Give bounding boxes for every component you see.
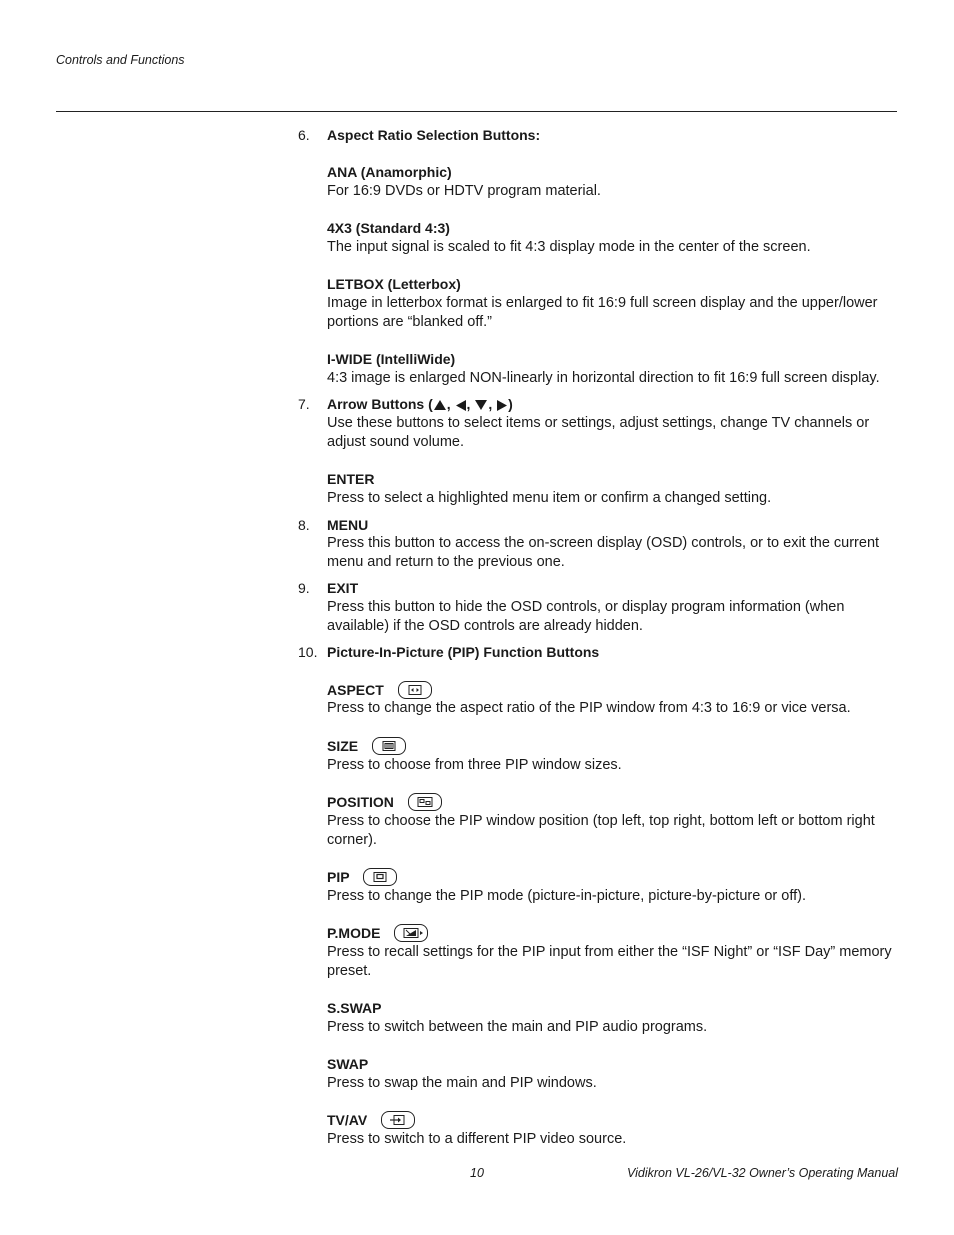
subhead-ana: ANA (Anamorphic)	[327, 164, 452, 180]
desc-exit: Press this button to hide the OSD controls, or display program information (when available) if the OSD controls are already hidden.	[327, 599, 845, 634]
desc-enter: Press to select a highlighted menu item or confirm a changed setting.	[327, 490, 772, 506]
desc-ana: For 16:9 DVDs or HDTV program material.	[327, 183, 601, 199]
size-label: SIZE	[327, 738, 359, 754]
aspect-label: ASPECT	[327, 682, 384, 698]
down-arrow-icon	[474, 399, 488, 411]
pmode-icon	[394, 924, 428, 942]
item-title-aspect-ratio: Aspect Ratio Selection Buttons:	[327, 127, 541, 143]
desc-tvav: Press to switch to a different PIP video source.	[327, 1131, 627, 1147]
running-header: Controls and Functions	[56, 53, 185, 67]
subhead-4x3: 4X3 (Standard 4:3)	[327, 220, 450, 236]
subhead-size	[327, 738, 406, 756]
pmode-label: P.MODE	[327, 925, 381, 941]
subhead-sswap: S.SWAP	[327, 1000, 382, 1016]
arrow-title-prefix: Arrow Buttons (	[327, 396, 433, 412]
desc-pmode: Press to recall settings for the PIP input from either the “ISF Night” or “ISF Day” memory preset.	[327, 944, 892, 979]
subhead-letbox: LETBOX (Letterbox)	[327, 276, 461, 292]
page-number: 10	[470, 1166, 484, 1180]
subhead-pmode	[327, 925, 428, 943]
item-number-10: 10.	[298, 644, 318, 660]
item-number-7: 7.	[298, 396, 310, 412]
tvav-label: TV/AV	[327, 1112, 368, 1128]
subhead-swap: SWAP	[327, 1056, 369, 1072]
item-title-pip-buttons: Picture-In-Picture (PIP) Function Buttons	[327, 644, 600, 660]
subhead-tvav	[327, 1112, 415, 1130]
subhead-pip	[327, 869, 397, 887]
subhead-aspect	[327, 682, 432, 700]
desc-arrow-buttons: Use these buttons to select items or settings, adjust settings, change TV channels or adjust sound volume.	[327, 415, 870, 450]
item-title-arrow-buttons: Arrow Buttons ( , , , )	[327, 396, 513, 412]
desc-position: Press to choose the PIP window position (top left, top right, bottom left or bottom right corner).	[327, 813, 875, 848]
left-arrow-icon	[455, 399, 467, 412]
desc-menu: Press this button to access the on-screen display (OSD) controls, or to exit the current menu and return to the previous one.	[327, 535, 880, 570]
desc-iwide: 4:3 image is enlarged NON-linearly in horizontal direction to fit 16:9 full screen display.	[327, 370, 880, 386]
position-icon	[408, 793, 442, 811]
desc-aspect: Press to change the aspect ratio of the PIP window from 4:3 to 16:9 or vice versa.	[327, 700, 851, 716]
pip-label: PIP	[327, 869, 350, 885]
manual-title: Vidikron VL-26/VL-32 Owner’s Operating Manual	[627, 1166, 898, 1180]
pip-icon	[363, 868, 397, 886]
size-icon	[372, 737, 406, 755]
desc-swap: Press to swap the main and PIP windows.	[327, 1075, 597, 1091]
item-number-6: 6.	[298, 127, 310, 143]
item-title-menu: MENU	[327, 517, 369, 533]
right-arrow-icon	[496, 399, 508, 412]
desc-letbox: Image in letterbox format is enlarged to fit 16:9 full screen display and the upper/lower portions are “blanked off.”	[327, 295, 878, 330]
item-number-8: 8.	[298, 517, 310, 533]
subhead-enter: ENTER	[327, 471, 375, 487]
subhead-position	[327, 794, 442, 812]
desc-4x3: The input signal is scaled to fit 4:3 display mode in the center of the screen.	[327, 239, 811, 255]
desc-size: Press to choose from three PIP window sizes.	[327, 757, 622, 773]
position-label: POSITION	[327, 794, 394, 810]
desc-sswap: Press to switch between the main and PIP audio programs.	[327, 1019, 708, 1035]
arrow-title-suffix: )	[508, 396, 513, 412]
header-rule	[56, 111, 897, 112]
tvav-icon	[381, 1111, 415, 1129]
aspect-icon	[398, 681, 432, 699]
up-arrow-icon	[433, 399, 447, 411]
item-number-9: 9.	[298, 580, 310, 596]
subhead-iwide: I-WIDE (IntelliWide)	[327, 351, 456, 367]
item-title-exit: EXIT	[327, 580, 359, 596]
desc-pip: Press to change the PIP mode (picture-in-picture, picture-by-picture or off).	[327, 888, 806, 904]
